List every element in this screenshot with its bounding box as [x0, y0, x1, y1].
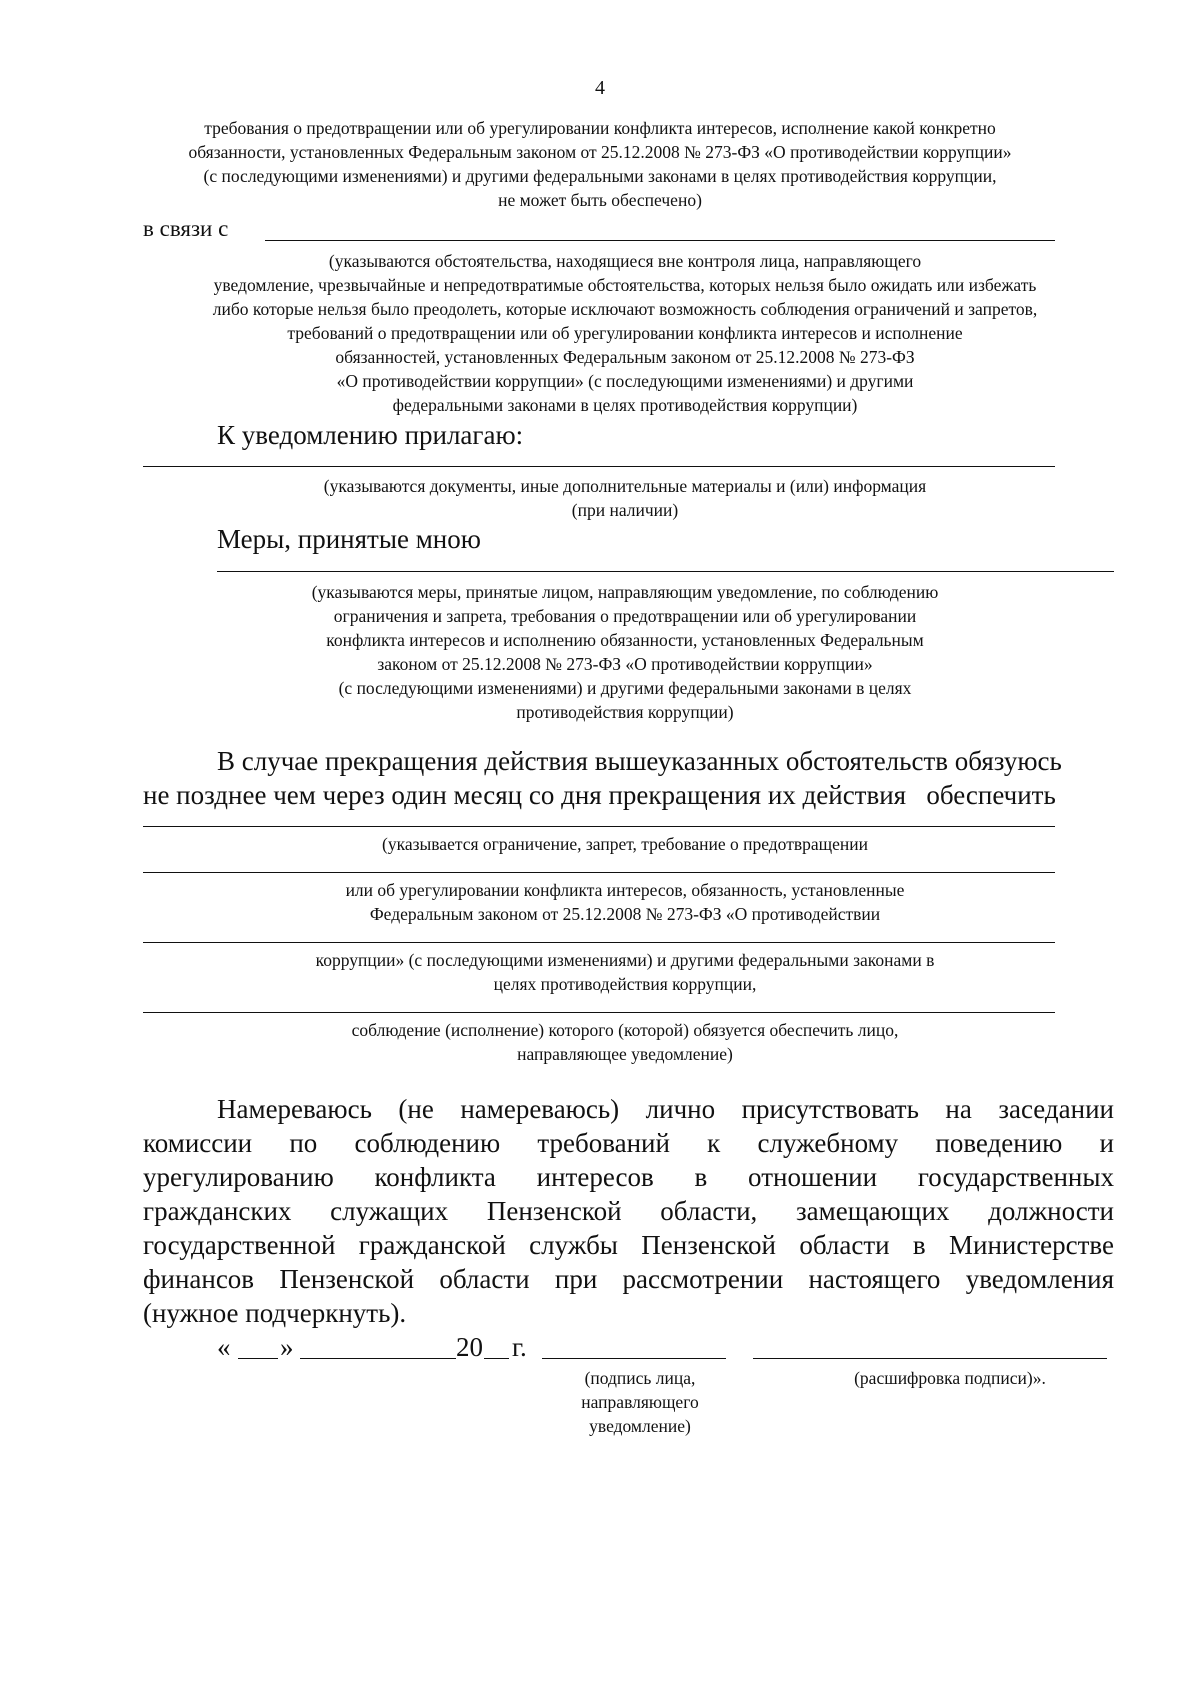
- signature-field[interactable]: [542, 1358, 726, 1359]
- signature-decoding-field[interactable]: [753, 1358, 1107, 1359]
- measures-label: Меры, принятые мною: [217, 524, 481, 554]
- date-year-suffix: г.: [512, 1332, 527, 1362]
- in-connection-field-line[interactable]: [265, 240, 1055, 241]
- signature-decoding-note: (расшифровка подписи)».: [854, 1368, 1046, 1388]
- attach-field-line[interactable]: [143, 466, 1055, 467]
- header-line-4: не может быть обеспечено): [498, 190, 702, 210]
- measures-note-2: ограничения и запрета, требования о предотвращении или об урегулировании: [333, 606, 917, 626]
- obligation-note-7: направляющее уведомление): [517, 1044, 733, 1064]
- attach-note-2: (при наличии): [571, 500, 679, 520]
- header-line-2: обязанности, установленных Федеральным законом от 25.12.2008 № 273-ФЗ «О противодействии коррупции»: [188, 142, 1012, 162]
- header-line-1: требования о предотвращении или об урегулировании конфликта интересов, исполнение какой конкретно: [204, 118, 996, 138]
- page-number: 4: [595, 77, 605, 99]
- intention-line-4: гражданских служащих Пензенской области, замещающих должности: [143, 1196, 1114, 1226]
- obligation-note-5: целях противодействия коррупции,: [493, 974, 757, 994]
- header-line-3: (с последующими изменениями) и другими федеральными законами в целях противодействия коррупции,: [203, 166, 997, 186]
- in-connection-note-2: уведомление, чрезвычайные и непредотвратимые обстоятельства, которых нельзя было ожидать или избежать: [213, 275, 1037, 295]
- measures-note-5: (с последующими изменениями) и другими федеральными законами в целях: [338, 678, 912, 698]
- measures-note-6: противодействия коррупции): [516, 702, 734, 722]
- in-connection-label: в связи с: [143, 216, 229, 241]
- date-year-field[interactable]: [484, 1358, 509, 1359]
- in-connection-note-3: либо которые нельзя было преодолеть, которые исключают возможность соблюдения ограничений и запретов,: [212, 299, 1038, 319]
- date-quote-close: »: [280, 1332, 294, 1362]
- measures-note-3: конфликта интересов и исполнению обязанности, установленных Федеральным: [326, 630, 924, 650]
- obligation-field-line-2[interactable]: [143, 872, 1055, 873]
- obligation-line-2: не позднее чем через один месяц со дня прекращения их действия обеспечить: [143, 780, 1056, 810]
- obligation-field-line-1[interactable]: [143, 826, 1055, 827]
- date-quote-open: «: [217, 1332, 231, 1362]
- date-day-field[interactable]: [238, 1358, 278, 1359]
- obligation-field-line-3[interactable]: [143, 942, 1055, 943]
- intention-line-6: финансов Пензенской области при рассмотрении настоящего уведомления: [143, 1264, 1114, 1294]
- signature-note-2: направляющего: [581, 1392, 699, 1412]
- in-connection-note-6: «О противодействии коррупции» (с последующими изменениями) и другими: [336, 371, 914, 391]
- measures-note-4: законом от 25.12.2008 № 273-ФЗ «О противодействии коррупции»: [377, 654, 873, 674]
- in-connection-note-5: обязанностей, установленных Федеральным законом от 25.12.2008 № 273-ФЗ: [335, 347, 915, 367]
- obligation-field-line-4[interactable]: [143, 1012, 1055, 1013]
- in-connection-note-7: федеральными законами в целях противодействия коррупции): [392, 395, 858, 415]
- attach-label: К уведомлению прилагаю:: [217, 420, 524, 450]
- intention-line-5: государственной гражданской службы Пензенской области в Министерстве: [143, 1230, 1114, 1260]
- measures-note-1: (указываются меры, принятые лицом, направляющим уведомление, по соблюдению: [311, 582, 939, 602]
- intention-line-7: (нужное подчеркнуть).: [143, 1298, 407, 1328]
- obligation-note-2: или об урегулировании конфликта интересов, обязанность, установленные: [345, 880, 905, 900]
- obligation-note-6: соблюдение (исполнение) которого (которой) обязуется обеспечить лицо,: [351, 1020, 899, 1040]
- in-connection-note-1: (указываются обстоятельства, находящиеся вне контроля лица, направляющего: [328, 251, 922, 271]
- in-connection-note-4: требований о предотвращении или об урегулировании конфликта интересов и исполнение: [287, 323, 963, 343]
- intention-line-2: комиссии по соблюдению требований к служебному поведению и: [143, 1128, 1114, 1158]
- obligation-note-4: коррупции» (с последующими изменениями) и другими федеральными законами в: [315, 950, 935, 970]
- obligation-line-1: В случае прекращения действия вышеуказанных обстоятельств обязуюсь: [217, 746, 1062, 776]
- measures-field-line[interactable]: [217, 571, 1114, 572]
- signature-note-1: (подпись лица,: [584, 1368, 696, 1388]
- attach-note-1: (указываются документы, иные дополнительные материалы и (или) информация: [323, 476, 927, 496]
- obligation-note-3: Федеральным законом от 25.12.2008 № 273-ФЗ «О противодействии: [369, 904, 881, 924]
- date-month-field[interactable]: [300, 1358, 456, 1359]
- signature-note-3: уведомление): [589, 1416, 691, 1436]
- obligation-note-1: (указывается ограничение, запрет, требование о предотвращении: [382, 834, 868, 854]
- date-year-prefix: 20: [456, 1332, 483, 1362]
- intention-line-1: Намереваюсь (не намереваюсь) лично присутствовать на заседании: [217, 1094, 1114, 1124]
- intention-line-3: урегулированию конфликта интересов в отношении государственных: [143, 1162, 1114, 1192]
